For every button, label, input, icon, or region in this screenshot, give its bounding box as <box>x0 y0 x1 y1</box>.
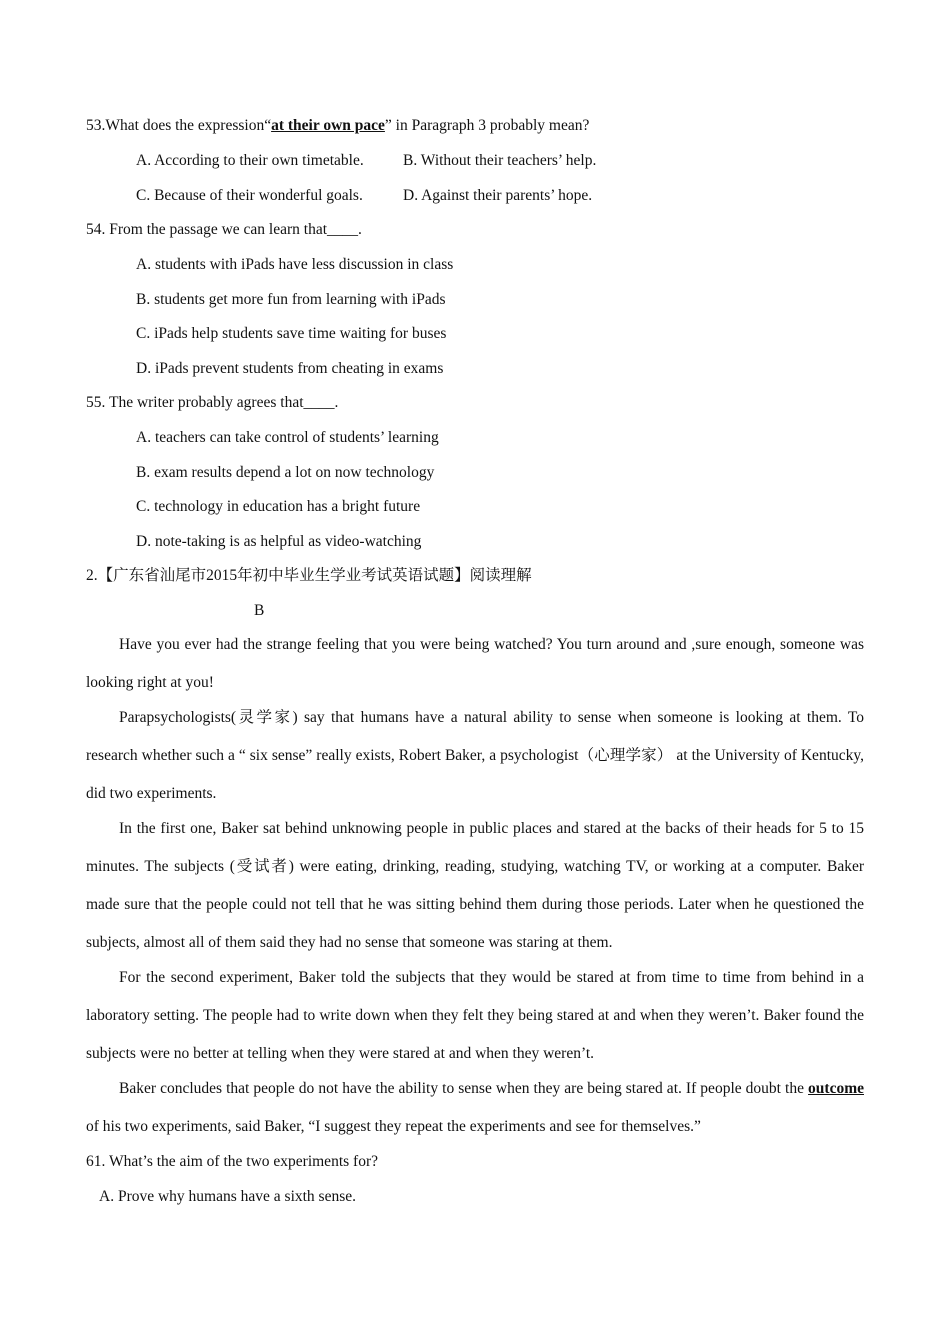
question-53-option-c: C. Because of their wonderful goals. <box>136 187 363 204</box>
section-heading: 2.【广东省汕尾市2015年初中毕业生学业考试英语试题】阅读理解 <box>86 567 532 584</box>
question-54-option-b: B. students get more fun from learning with iPads <box>136 291 446 308</box>
question-61-option-a: A. Prove why humans have a sixth sense. <box>99 1188 356 1205</box>
question-54-option-c: C. iPads help students save time waiting for buses <box>136 325 447 342</box>
passage-paragraph-5 <box>86 1070 864 1146</box>
question-55-option-a: A. teachers can take control of students’ learning <box>136 429 439 446</box>
question-54-option-d: D. iPads prevent students from cheating in exams <box>136 360 444 377</box>
question-55-option-b: B. exam results depend a lot on now technology <box>136 464 435 481</box>
passage-outcome-emphasis: outcome <box>808 1080 864 1097</box>
question-61-stem: 61. What’s the aim of the two experiments for? <box>86 1153 378 1170</box>
passage-paragraph-1: Have you ever had the strange feeling that you were being watched? You turn around and ,sure enough, someone was looking right at you! <box>86 636 864 691</box>
question-53-stem-before: 53.What does the expression“ <box>86 117 272 134</box>
question-55-option-d: D. note-taking is as helpful as video-watching <box>136 533 422 550</box>
passage-paragraph-3: In the first one, Baker sat behind unknowing people in public places and stared at the backs of their heads for 5 to 15 minutes. The subjects (受试者) were eating, drinking, reading, studying, watching TV, or working at a computer. Baker made sure that the people could not tell that he was sitting behind them during those periods. Later when he questioned the subjects, almost all of them said they had no sense that someone was staring at them. <box>86 820 864 951</box>
passage-paragraph-2: Parapsychologists(灵学家) say that humans have a natural ability to sense when someone is looking at them. To research whether such a “ six sense” really exists, Robert Baker, a psychologist（心理学家） at the University of Kentucky, did two experiments. <box>86 709 864 802</box>
passage-paragraph-5-after: of his two experiments, said Baker, “I suggest they repeat the experiments and see for themselves.” <box>86 1118 701 1135</box>
question-54-stem: 54. From the passage we can learn that____. <box>86 221 362 238</box>
passage-letter: B <box>254 602 265 619</box>
question-53-stem <box>86 116 589 136</box>
question-53-emphasis: at their own pace <box>271 117 385 134</box>
passage-paragraph-5-before: Baker concludes that people do not have the ability to sense when they are being stared at. If people doubt the <box>119 1080 809 1097</box>
passage-paragraph-4: For the second experiment, Baker told the subjects that they would be stared at from time to time from behind in a laboratory setting. The people had to write down when they felt they being stared at and when they weren’t. Baker found the subjects were no better at telling when they were stared at and when they weren’t. <box>86 969 864 1062</box>
question-53-stem-after: ” in Paragraph 3 probably mean? <box>384 117 590 134</box>
question-54-option-a: A. students with iPads have less discussion in class <box>136 256 454 273</box>
question-55-option-c: C. technology in education has a bright future <box>136 498 421 515</box>
question-53-option-a: A. According to their own timetable. <box>136 152 364 169</box>
question-53-option-d: D. Against their parents’ hope. <box>403 187 593 204</box>
question-55-stem: 55. The writer probably agrees that____. <box>86 394 339 411</box>
question-53-option-b: B. Without their teachers’ help. <box>403 152 597 169</box>
